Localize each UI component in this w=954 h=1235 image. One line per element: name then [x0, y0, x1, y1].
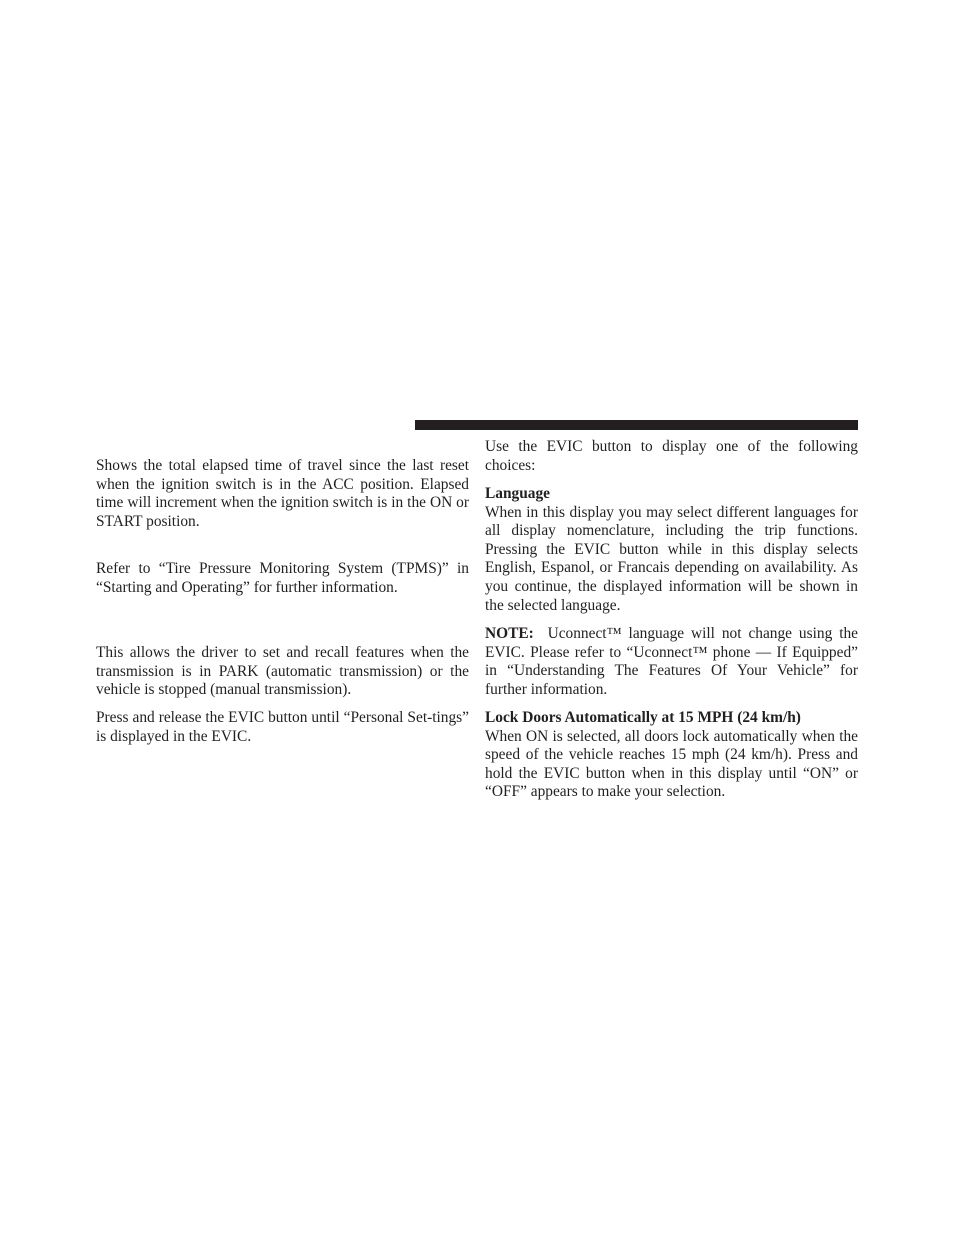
language-section	[485, 485, 858, 615]
note-paragraph	[485, 625, 858, 699]
lock-doors-heading: Lock Doors Automatically at 15 MPH (24 km/h)	[485, 709, 801, 726]
lock-doors-text: When ON is selected, all doors lock automatically when the speed of the vehicle reaches 15 mph (24 km/h). Press and hold the EVIC button when in this display until “ON” or “OFF” appears to make your selection.	[485, 727, 858, 801]
personal-settings-intro-text: This allows the driver to set and recall features when the transmission is in PARK (automatic transmission) or the vehicle is stopped (manual transmission).	[96, 644, 469, 699]
language-text: When in this display you may select different languages for all display nomenclature, including the trip functions. Pressing the EVIC button while in this display selects English, Espanol, or Francais depending on availability. As you continue, the displayed information will be shown in the selected language.	[485, 503, 858, 614]
note-label: NOTE:	[485, 625, 534, 642]
choices-intro-paragraph	[485, 438, 858, 475]
elapsed-time-paragraph	[96, 457, 469, 531]
note-block	[485, 625, 858, 699]
section-header-bar	[415, 420, 858, 430]
personal-settings-intro-paragraph	[96, 644, 469, 700]
personal-settings-press-paragraph	[96, 709, 469, 746]
note-text: Uconnect™ language will not change using the EVIC. Please refer to “Uconnect™ phone — If Equipped” in “Understanding The Features Of Your Vehicle” for further information.	[485, 625, 858, 698]
language-heading: Language	[485, 485, 550, 502]
elapsed-time-text: Shows the total elapsed time of travel since the last reset when the ignition switch is in the ACC position. Elapsed time will increment when the ignition switch is in the ON or START position.	[96, 457, 469, 530]
lock-doors-section	[485, 709, 858, 802]
choices-intro-text: Use the EVIC button to display one of the following choices:	[485, 438, 858, 474]
tpms-text: Refer to “Tire Pressure Monitoring System (TPMS)” in “Starting and Operating” for further information.	[96, 560, 469, 596]
tpms-paragraph	[96, 560, 469, 597]
personal-settings-press-text: Press and release the EVIC button until “Personal Set-tings” is displayed in the EVIC.	[96, 709, 469, 745]
